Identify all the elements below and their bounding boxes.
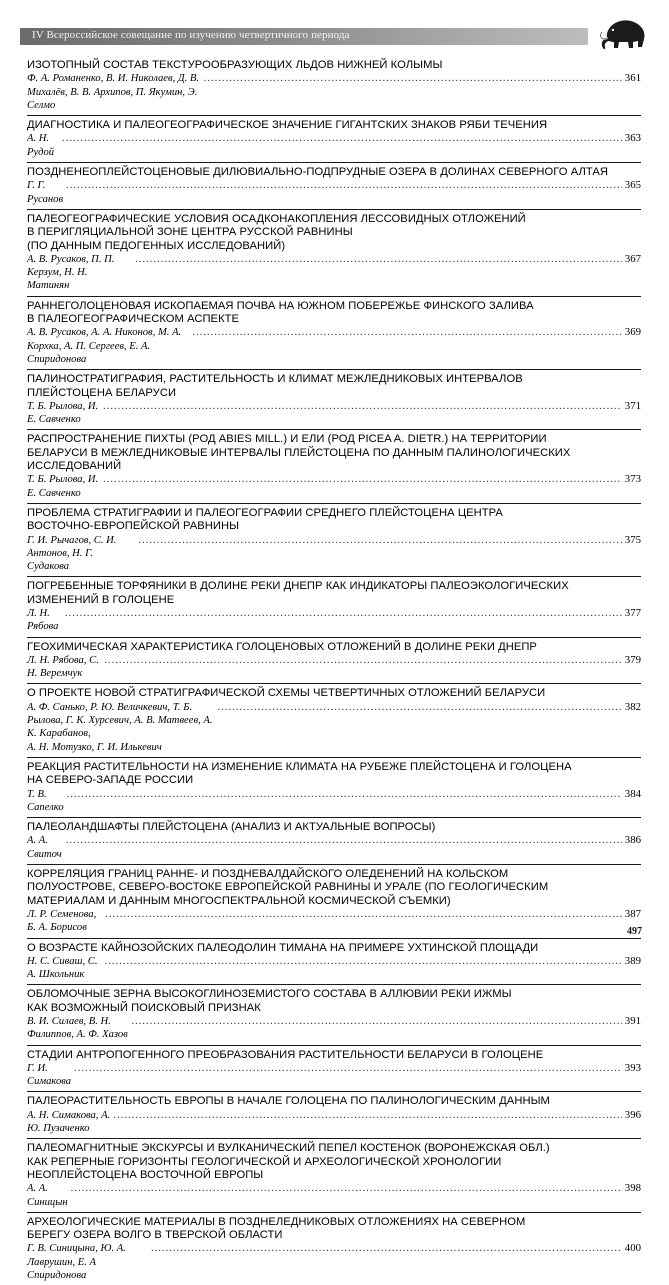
toc-entry[interactable] xyxy=(27,576,641,636)
dot-leader xyxy=(204,72,622,85)
toc-entry-authors: Г. И. Рычагов, С. И. Антонов, Н. Г. Судакова xyxy=(27,534,117,573)
toc-entry-page: 396 xyxy=(624,1108,641,1121)
toc-entry-authors: Г. В. Синицына, Ю. А. Лаврушин, Е. А Спиридонова xyxy=(27,1243,126,1282)
toc-entry-title: ПАЛЕОЛАНДШАФТЫ ПЛЕЙСТОЦЕНА (АНАЛИЗ И АКТУАЛЬНЫЕ ВОПРОСЫ) xyxy=(27,821,436,834)
toc-entry-authors: Т. Б. Рылова, И. Е. Савченко xyxy=(27,400,99,426)
toc-entry-title: РАСПРОСТРАНЕНИЕ ПИХТЫ (РОД ABIES MILL.) И ЕЛИ (РОД PICEA A. DIETR.) НА ТЕРРИТОРИИ БЕЛАРУСИ В МЕЖЛЕДНИКОВЫЕ ИНТЕРВАЛЫ ПЛЕЙСТОЦЕНА ПО ДАННЫМ ПАЛИНОЛОГИЧЕСКИХ ИССЛЕДОВАНИЙ xyxy=(27,433,571,473)
toc-entry-byline xyxy=(27,654,641,681)
dot-leader xyxy=(135,253,622,266)
toc-entry-title: ОБЛОМОЧНЫЕ ЗЕРНА ВЫСОКОГЛИНОЗЕМИСТОГО СОСТАВА В АЛЛЮВИИ РЕКИ ИЖМЫ КАК ВОЗМОЖНЫЙ ПОИСКОВЫЙ ПРИЗНАК xyxy=(27,988,512,1014)
toc-entry[interactable] xyxy=(27,429,641,502)
toc-entry-page: 373 xyxy=(624,473,641,486)
dot-leader xyxy=(74,1062,622,1075)
page-number: 497 xyxy=(627,926,642,937)
toc-entry-byline xyxy=(27,1062,641,1089)
toc-entry-authors: А. Ф. Санько, Р. Ю. Величкевич, Т. Б. Рылова, Г. К. Хурсевич, А. В. Матвеев, А. К. Карабанов, А. Н. Мотузко, Г. И. Илькевич xyxy=(27,701,213,753)
toc-entry-title: ПАЛИНОСТРАТИГРАФИЯ, РАСТИТЕЛЬНОСТЬ И КЛИМАТ МЕЖЛЕДНИКОВЫХ ИНТЕРВАЛОВ ПЛЕЙСТОЦЕНА БЕЛАРУСИ xyxy=(27,373,523,399)
toc-entry-page: 387 xyxy=(624,907,641,920)
toc-entry-page: 393 xyxy=(624,1061,641,1074)
toc-entry-title: О ПРОЕКТЕ НОВОЙ СТРАТИГРАФИЧЕСКОЙ СХЕМЫ ЧЕТВЕРТИЧНЫХ ОТЛОЖЕНИЙ БЕЛАРУСИ xyxy=(27,687,546,700)
toc-entry-title: КОРРЕЛЯЦИЯ ГРАНИЦ РАННЕ- И ПОЗДНЕВАЛДАЙСКОГО ОЛЕДЕНЕНИЙ НА КОЛЬСКОМ ПОЛУОСТРОВЕ, СЕВЕРО-ВОСТОКЕ ЕВРОПЕЙСКОЙ РАВНИНЫ И УРАЛЕ (ПО ГЕОЛОГИЧЕСКИМ МАТЕРИАЛАМ И ДАННЫМ МНОГОСПЕКТРАЛЬНОЙ КОСМИЧЕСКОЙ СЪЕМКИ) xyxy=(27,868,549,907)
dot-leader xyxy=(151,1242,622,1255)
toc-entry[interactable] xyxy=(27,938,641,985)
toc-entry-authors: Л. Р. Семенова, Б. А. Борисов xyxy=(27,908,97,934)
toc-entry-title: РАННЕГОЛОЦЕНОВАЯ ИСКОПАЕМАЯ ПОЧВА НА ЮЖНОМ ПОБЕРЕЖЬЕ ФИНСКОГО ЗАЛИВА В ПАЛЕОГЕОГРАФИЧЕСКОМ АСПЕКТЕ xyxy=(27,299,534,326)
toc-entry[interactable] xyxy=(27,369,641,429)
toc-entry-page: 389 xyxy=(624,954,641,967)
dot-leader xyxy=(66,834,622,847)
toc-entry-title: ПОЗДНЕНЕОПЛЕЙСТОЦЕНОВЫЕ ДИЛЮВИАЛЬНО-ПОДПРУДНЫЕ ОЗЕРА В ДОЛИНАХ СЕВЕРНОГО АЛТАЯ xyxy=(27,166,608,179)
toc-entry-page: 382 xyxy=(624,700,641,713)
toc-entry[interactable] xyxy=(27,1045,641,1092)
toc-entry-byline xyxy=(27,834,641,861)
toc-entry-title: ПАЛЕОРАСТИТЕЛЬНОСТЬ ЕВРОПЫ В НАЧАЛЕ ГОЛОЦЕНА ПО ПАЛИНОЛОГИЧЕСКИМ ДАННЫМ xyxy=(27,1095,550,1108)
toc-entry-byline xyxy=(27,701,641,754)
dot-leader xyxy=(138,534,621,547)
toc-entry-byline xyxy=(27,1182,641,1209)
toc-entry[interactable] xyxy=(27,209,641,296)
toc-entry[interactable] xyxy=(27,817,641,864)
toc-entry-page: 384 xyxy=(624,787,641,800)
toc-entry-authors: А. Н. Симакова, А. Ю. Пузаченко xyxy=(27,1109,111,1135)
toc-entry[interactable] xyxy=(27,1091,641,1138)
dot-leader xyxy=(71,1182,622,1195)
toc-entry-title: ДИАГНОСТИКА И ПАЛЕОГЕОГРАФИЧЕСКОЕ ЗНАЧЕНИЕ ГИГАНТСКИХ ЗНАКОВ РЯБИ ТЕЧЕНИЯ xyxy=(27,119,548,132)
toc-entry-title: АРХЕОЛОГИЧЕСКИЕ МАТЕРИАЛЫ В ПОЗДНЕЛЕДНИКОВЫХ ОТЛОЖЕНИЯХ НА СЕВЕРНОМ БЕРЕГУ ОЗЕРА ВОЛГО В ТВЕРСКОЙ ОБЛАСТИ xyxy=(27,1215,526,1242)
toc-entry-byline xyxy=(27,534,641,574)
dot-leader xyxy=(103,400,622,413)
toc-entry[interactable] xyxy=(27,115,641,162)
running-header-bar xyxy=(20,28,588,45)
toc-entry-byline xyxy=(27,253,641,293)
toc-entry-byline xyxy=(27,1015,641,1042)
toc-entry-authors: Ф. А. Романенко, В. И. Николаев, Д. В. Михалёв, В. В. Архипов, П. Якумин, Э. Селмо xyxy=(27,73,200,111)
toc-entry-authors: А. В. Русаков, А. А. Никонов, М. А. Корхка, А. П. Сергеев, Е. А. Спиридонова xyxy=(27,327,182,365)
toc-entry-byline xyxy=(27,908,641,935)
toc-entry-page: 391 xyxy=(624,1015,641,1027)
toc-entry-page: 367 xyxy=(624,252,641,265)
toc-entry-authors: Л. Н. Рябова, С. Н. Веремчук xyxy=(27,654,99,680)
toc-entry-authors: В. И. Силаев, В. Н. Филиппов, А. Ф. Хазов xyxy=(27,1016,128,1041)
toc-entry-title: ПАЛЕОГЕОГРАФИЧЕСКИЕ УСЛОВИЯ ОСАДКОНАКОПЛЕНИЯ ЛЕССОВИДНЫХ ОТЛОЖЕНИЙ В ПЕРИГЛЯЦИАЛЬНОЙ ЗОНЕ ЦЕНТРА РУССКОЙ РАВНИНЫ (ПО ДАННЫМ ПЕДОГЕННЫХ ИССЛЕДОВАНИЙ) xyxy=(27,212,526,252)
toc-entry-authors: Н. С. Сиваш, С. А. Школьник xyxy=(27,955,98,981)
toc-entry-byline xyxy=(27,132,641,159)
dot-leader xyxy=(131,1015,621,1028)
dot-leader xyxy=(105,955,622,968)
running-title: IV Всероссийское совещание по изучению четвертичного периода xyxy=(32,29,350,41)
toc-entry-page: 363 xyxy=(624,132,641,145)
toc-entry[interactable] xyxy=(27,1138,641,1211)
toc-entry[interactable] xyxy=(27,864,641,937)
toc-entry-page: 369 xyxy=(624,326,641,339)
toc-entry-authors: А. Н. Рудой xyxy=(27,133,55,158)
toc-entry-title: О ВОЗРАСТЕ КАЙНОЗОЙСКИХ ПАЛЕОДОЛИН ТИМАНА НА ПРИМЕРЕ УХТИНСКОЙ ПЛОЩАДИ xyxy=(27,941,539,954)
toc-entry[interactable] xyxy=(27,296,641,369)
dot-leader xyxy=(67,788,622,801)
toc-entry-authors: А. А. Свиточ xyxy=(27,835,62,860)
dot-leader xyxy=(217,701,621,714)
toc-entry-authors: Л. Н. Рябова xyxy=(27,607,59,633)
toc-entry-title: СТАДИИ АНТРОПОГЕННОГО ПРЕОБРАЗОВАНИЯ РАСТИТЕЛЬНОСТИ БЕЛАРУСИ В ГОЛОЦЕНЕ xyxy=(27,1048,544,1061)
toc-entry-page: 386 xyxy=(624,834,641,847)
toc-entry[interactable] xyxy=(27,757,641,817)
dot-leader xyxy=(113,1109,621,1122)
toc-entry[interactable] xyxy=(27,637,641,684)
table-of-contents xyxy=(27,56,641,1285)
mammoth-logo-icon xyxy=(597,14,649,52)
dot-leader xyxy=(103,473,622,486)
toc-entry-byline xyxy=(27,400,641,427)
toc-entry-page: 365 xyxy=(624,179,641,192)
toc-entry-title: ПРОБЛЕМА СТРАТИГРАФИИ И ПАЛЕОГЕОГРАФИИ СРЕДНЕГО ПЛЕЙСТОЦЕНА ЦЕНТРА ВОСТОЧНО-ЕВРОПЕЙСКОЙ РАВНИНЫ xyxy=(27,506,503,533)
toc-entry-byline xyxy=(27,1109,641,1136)
toc-entry-title: РЕАКЦИЯ РАСТИТЕЛЬНОСТИ НА ИЗМЕНЕНИЕ КЛИМАТА НА РУБЕЖЕ ПЛЕЙСТОЦЕНА И ГОЛОЦЕНА НА СЕВЕРО-ЗАПАДЕ РОССИИ xyxy=(27,760,572,787)
toc-entry[interactable] xyxy=(27,56,641,115)
toc-entry-byline xyxy=(27,326,641,366)
toc-entry-authors: Г. И. Симакова xyxy=(27,1062,72,1088)
toc-entry-page: 379 xyxy=(624,653,641,666)
toc-entry-page: 400 xyxy=(624,1242,641,1255)
toc-entry-title: ИЗОТОПНЫЙ СОСТАВ ТЕКСТУРООБРАЗУЮЩИХ ЛЬДОВ НИЖНЕЙ КОЛЫМЫ xyxy=(27,59,443,71)
toc-entry-byline xyxy=(27,72,641,112)
toc-entry-title: ПАЛЕОМАГНИТНЫЕ ЭКСКУРСЫ И ВУЛКАНИЧЕСКИЙ ПЕПЕЛ КОСТЕНОК (ВОРОНЕЖСКАЯ ОБЛ.) КАК РЕПЕРНЫЕ ГОРИЗОНТЫ ГЕОЛОГИЧЕСКОЙ И АРХЕОЛОГИЧЕСКОЙ ХРОНОЛОГИИ НЕОПЛЕЙСТОЦЕНА ВОСТОЧНОЙ ЕВРОПЫ xyxy=(27,1142,550,1181)
toc-entry-title: ГЕОХИМИЧЕСКАЯ ХАРАКТЕРИСТИКА ГОЛОЦЕНОВЫХ ОТЛОЖЕНИЙ В ДОЛИНЕ РЕКИ ДНЕПР xyxy=(27,640,537,653)
toc-entry-byline xyxy=(27,179,641,206)
toc-entry-authors: А. В. Русаков, П. П. Керзум, Н. Н. Матинян xyxy=(27,253,115,292)
toc-entry-page: 377 xyxy=(624,606,641,619)
toc-entry-page: 371 xyxy=(624,399,641,412)
toc-entry-authors: Т. Б. Рылова, И. Е. Савченко xyxy=(27,474,99,499)
dot-leader xyxy=(62,132,622,145)
toc-entry-page: 361 xyxy=(624,72,641,85)
toc-entry-byline xyxy=(27,473,641,500)
toc-entry[interactable] xyxy=(27,503,641,576)
dot-leader xyxy=(105,908,622,921)
dot-leader xyxy=(66,179,622,192)
toc-entry-byline xyxy=(27,788,641,815)
toc-entry-page: 398 xyxy=(624,1182,641,1195)
toc-entry[interactable] xyxy=(27,162,641,209)
dot-leader xyxy=(192,326,621,339)
toc-entry-title: ПОГРЕБЕННЫЕ ТОРФЯНИКИ В ДОЛИНЕ РЕКИ ДНЕПР КАК ИНДИКАТОРЫ ПАЛЕОЭКОЛОГИЧЕСКИХ ИЗМЕНЕНИЙ В ГОЛОЦЕНЕ xyxy=(27,580,569,606)
toc-entry-page: 375 xyxy=(624,533,641,546)
toc-entry-authors: Г. Г. Русанов xyxy=(27,180,64,205)
toc-entry[interactable] xyxy=(27,683,641,756)
toc-entry[interactable] xyxy=(27,1212,641,1285)
dot-leader xyxy=(65,607,622,620)
toc-entry-authors: А. А. Синицын xyxy=(27,1183,68,1208)
toc-entry-byline xyxy=(27,1242,641,1282)
toc-entry-byline xyxy=(27,607,641,634)
toc-entry-authors: Т. В. Сапелко xyxy=(27,788,64,813)
dot-leader xyxy=(104,654,622,667)
toc-entry-byline xyxy=(27,955,641,982)
toc-entry[interactable] xyxy=(27,984,641,1044)
